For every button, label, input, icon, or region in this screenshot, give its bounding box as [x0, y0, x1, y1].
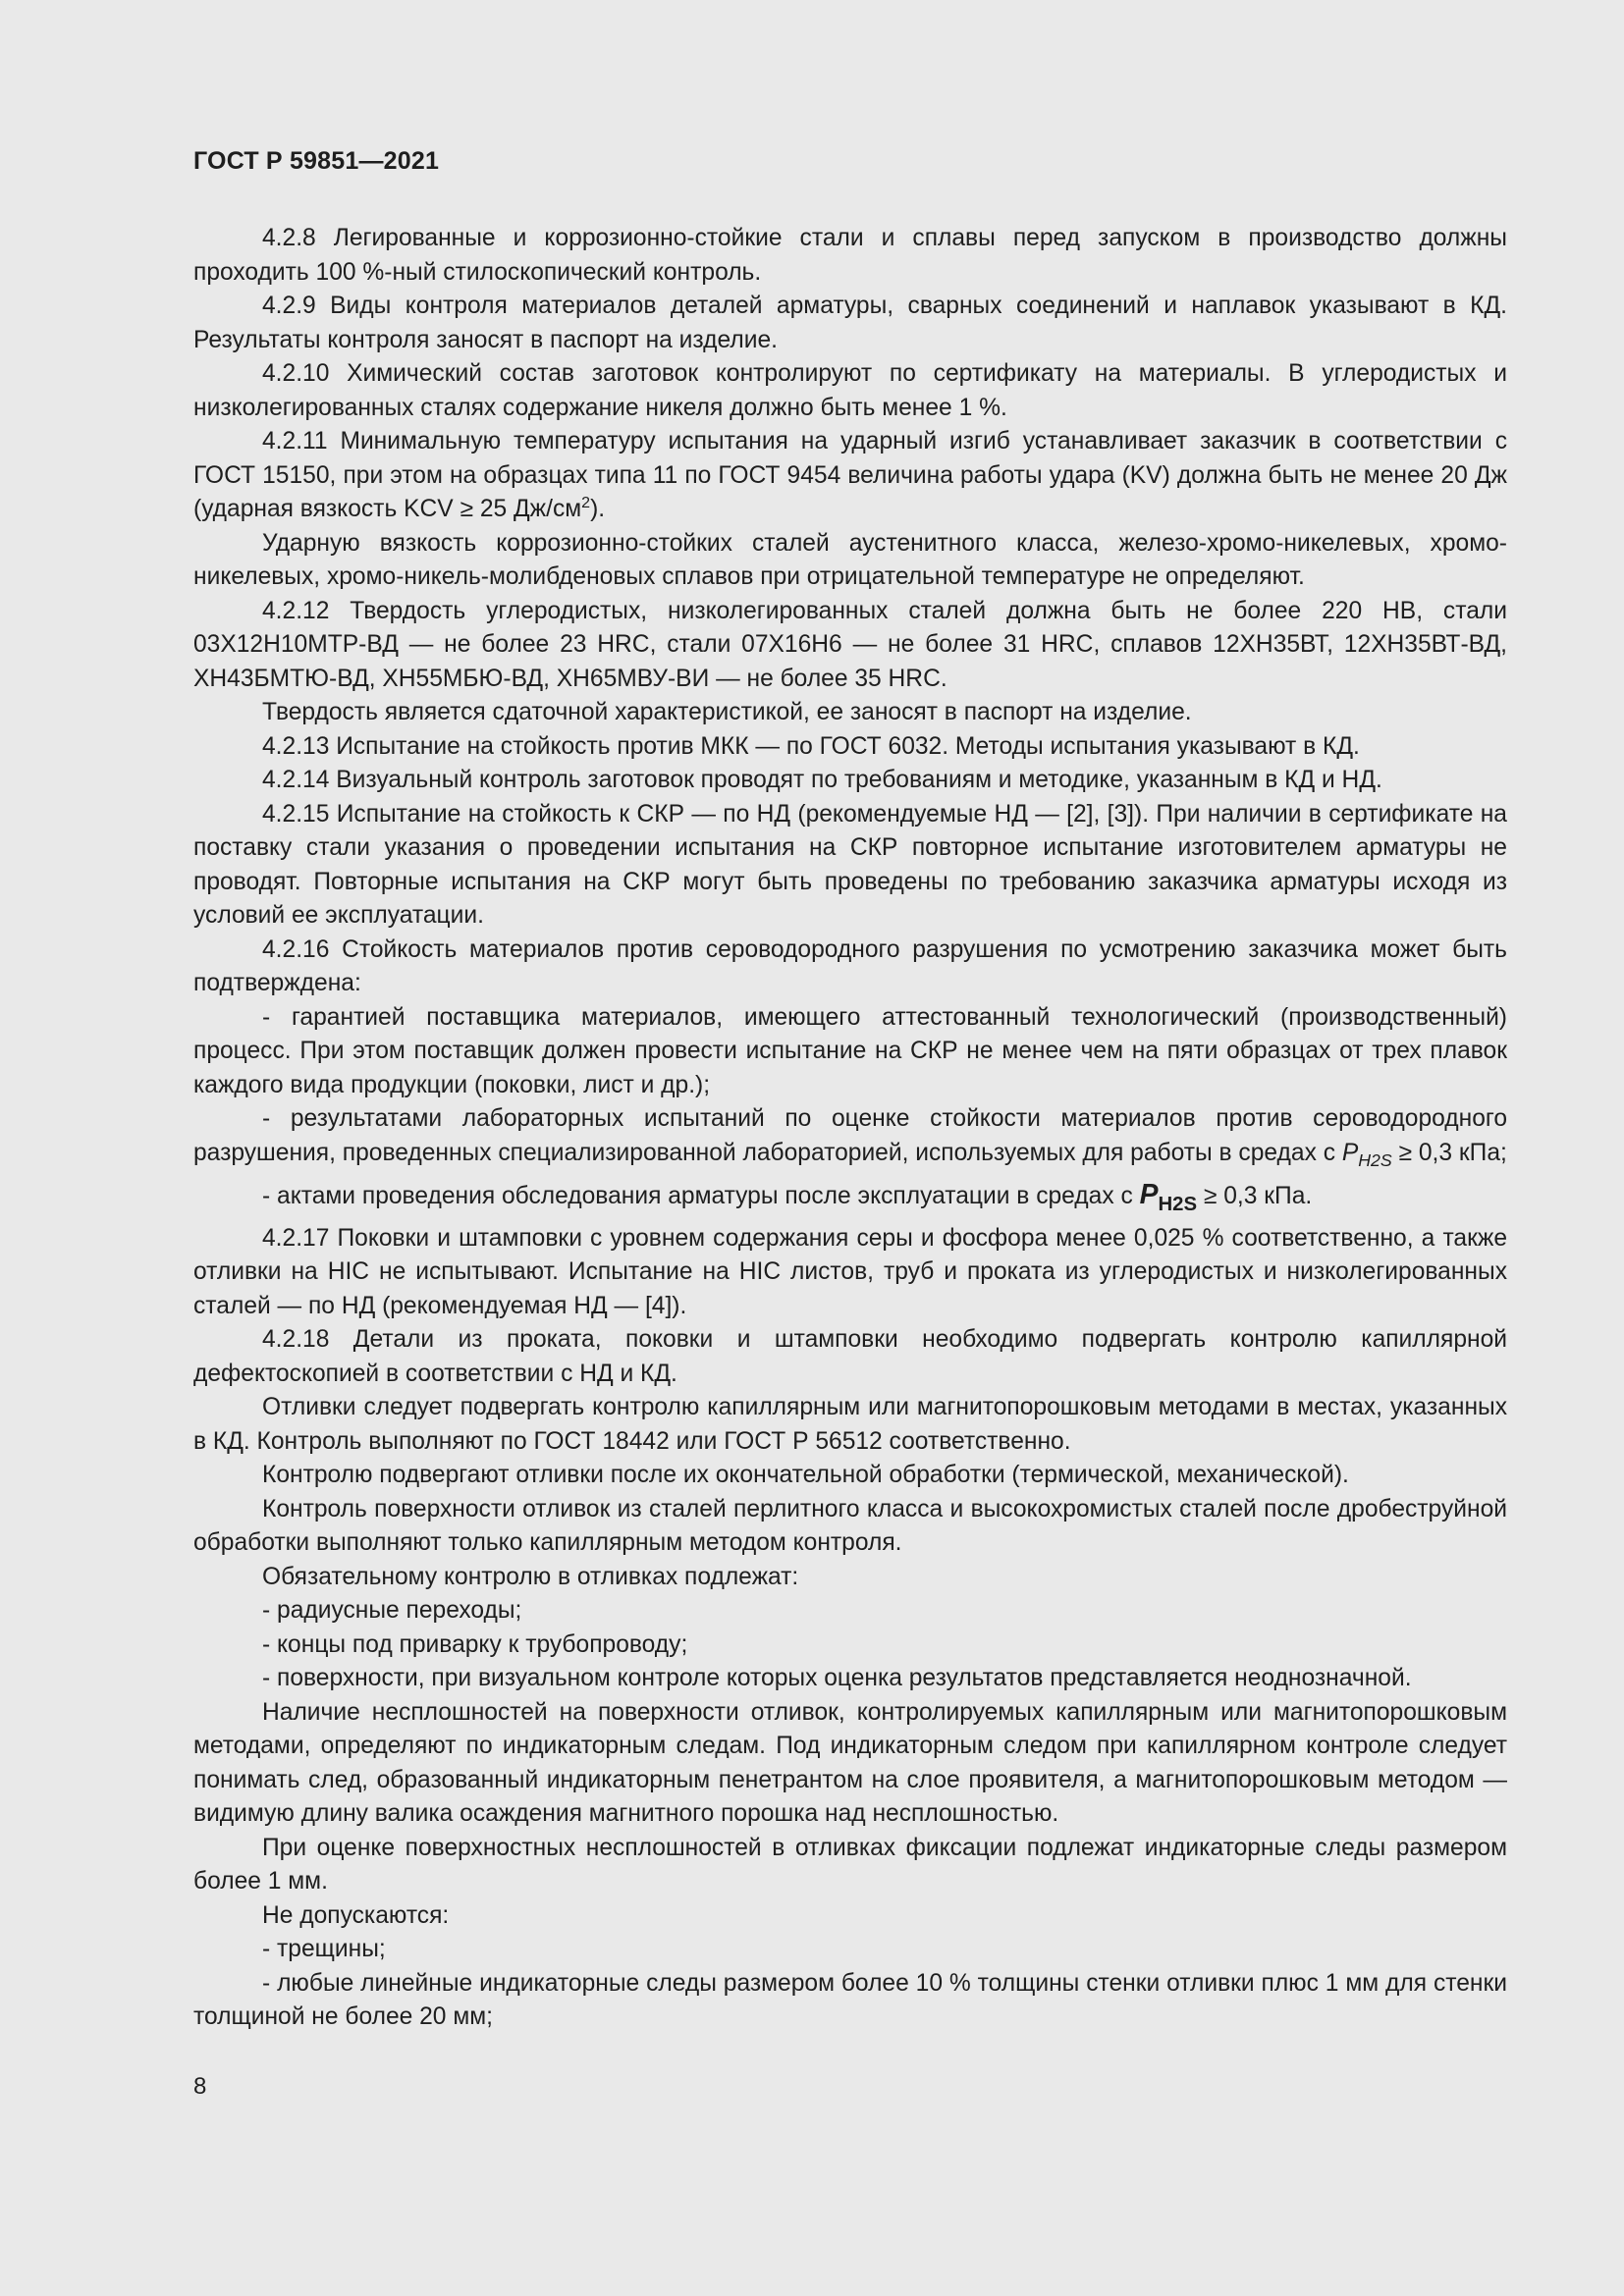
formula-h2s-subscript-bold: H2S — [1158, 1194, 1198, 1216]
paragraph-4-2-15: 4.2.15 Испытание на стойкость к СКР — по НД (рекомендуемые НД — [2], [3]). При наличии в сертификате на поставку стали указания о проведении испытания на СКР повторное испытание изготовителем арматуры не проводят. Повторные испытания на СКР могут быть проведены по требованию заказчика арматуры исходя из условий ее эксплуатации. — [193, 800, 1507, 929]
paragraph-4-2-8: 4.2.8 Легированные и коррозионно-стойкие стали и сплавы перед запуском в производство должны проходить 100 %-ный стилоскопический контроль. — [193, 225, 1507, 286]
formula-ph2s-bold — [1139, 1178, 1198, 1216]
paragraph-castings-after-processing: Контролю подвергают отливки после их окончательной обработки (термической, механической). — [262, 1462, 1349, 1489]
list-item-inspection-acts-end: ≥ 0,3 кПа. — [1203, 1183, 1313, 1210]
list-item-weld-ends: - концы под приварку к трубопроводу; — [262, 1630, 688, 1658]
paragraph-hardness: Твердость является сдаточной характеристикой, ее заносят в паспорт на изделие. — [262, 699, 1192, 725]
paragraph-4-2-18: 4.2.18 Детали из проката, поковки и штамповки необходимо подвергать контролю капиллярной дефектоскопией в соответствии с НД и КД. — [193, 1326, 1507, 1387]
paragraph-discontinuities: Наличие несплошностей на поверхности отливок, контролируемых капиллярным или магнитопорошковым методами, определяют по индикаторным следам. Под индикаторным следом при капиллярном контроле следует понимать след, образованный индикаторным пенетрантом на слое проявителя, а магнитопорошковым методом — видимую длину валика осаждения магнитного порошка над несплошностью. — [193, 1698, 1507, 1828]
list-item-supplier-guarantee: - гарантией поставщика материалов, имеющего аттестованный технологический (производственный) процесс. При этом поставщик должен провести испытание на СКР не менее чем на пяти образцах от трех плавок каждого вида продукции (поковки, лист и др.); — [193, 1003, 1507, 1098]
paragraph-4-2-10: 4.2.10 Химический состав заготовок контролируют по сертификату на материалы. В углеродистых и низколегированных сталях содержание никеля должно быть менее 1 %. — [193, 360, 1507, 421]
document-header: ГОСТ Р 59851—2021 — [193, 147, 440, 175]
paragraph-4-2-13: 4.2.13 Испытание на стойкость против МКК — по ГОСТ 6032. Методы испытания указывают в КД. — [262, 732, 1360, 760]
list-item-inspection-acts — [193, 1177, 1507, 1222]
list-item-ambiguous-surfaces: - поверхности, при визуальном контроле которых оценка результатов представляется неоднозначной. — [262, 1665, 1412, 1692]
page-number: 8 — [193, 2073, 207, 2100]
paragraph-4-2-16: 4.2.16 Стойкость материалов против сероводородного разрушения по усмотрению заказчика может быть подтверждена: — [193, 935, 1507, 996]
paragraph-4-2-11-end: ). — [590, 496, 606, 522]
list-item-cracks: - трещины; — [262, 1936, 386, 1963]
list-item-lab-tests-text: - результатами лабораторных испытаний по оценке стойкости материалов против сероводородного разрушения, проведенных специализированной лабораторией, используемых для работы в средах с — [193, 1105, 1507, 1166]
paragraph-not-allowed: Не допускаются: — [262, 1901, 450, 1929]
formula-h2s-subscript: H2S — [1358, 1149, 1392, 1170]
list-item-lab-tests — [193, 1102, 1507, 1177]
paragraph-surface-evaluation: При оценке поверхностных несплошностей в отливках фиксации подлежат индикаторные следы размером более 1 мм. — [193, 1834, 1507, 1896]
superscript-2: 2 — [581, 495, 591, 512]
document-body — [193, 222, 1507, 2035]
paragraph-4-2-9: 4.2.9 Виды контроля материалов деталей арматуры, сварных соединений и наплавок указывают в КД. Результаты контроля заносят в паспорт на изделие. — [193, 293, 1507, 353]
paragraph-castings-control: Отливки следует подвергать контролю капиллярным или магнитопорошковым методами в местах, указанных в КД. Контроль выполняют по ГОСТ 18442 или ГОСТ Р 56512 соответственно. — [193, 1394, 1507, 1455]
list-item-linear-indications: - любые линейные индикаторные следы размером более 10 % толщины стенки отливки плюс 1 мм для стенки толщиной не более 20 мм; — [193, 1969, 1507, 2031]
paragraph-mandatory-control: Обязательному контролю в отливках подлежат: — [262, 1563, 799, 1590]
list-item-radius-transitions: - радиусные переходы; — [262, 1597, 522, 1625]
paragraph-4-2-11 — [193, 425, 1507, 527]
formula-ph2s — [1341, 1139, 1392, 1170]
paragraph-4-2-11-text: 4.2.11 Минимальную температуру испытания на ударный изгиб устанавливает заказчик в соответствии с ГОСТ 15150, при этом на образцах типа 11 по ГОСТ 9454 величина работы удара (KV) должна быть не менее 20 Дж (ударная вязкость KCV ≥ 25 Дж/см — [193, 428, 1507, 522]
paragraph-4-2-17: 4.2.17 Поковки и штамповки с уровнем содержания серы и фосфора менее 0,025 % соответственно, а также отливки на HIC не испытывают. Испытание на HIC листов, труб и проката из углеродистых и низколегированных сталей — по НД (рекомендуемая НД — [4]). — [193, 1224, 1507, 1319]
paragraph-4-2-12: 4.2.12 Твердость углеродистых, низколегированных сталей должна быть не более 220 НВ, стали 03Х12Н10МТР-ВД — не более 23 HRC, стали 07Х16Н6 — не более 31 HRC, сплавов 12ХН35ВТ, 12ХН35ВТ-ВД, ХН43БМТЮ-ВД, ХН55МБЮ-ВД, ХН65МВУ-ВИ — не более 35 HRC. — [193, 597, 1507, 692]
formula-p: P — [1341, 1139, 1359, 1166]
list-item-inspection-acts-text: - актами проведения обследования арматуры после эксплуатации в средах с — [262, 1183, 1140, 1210]
list-item-lab-tests-end: ≥ 0,3 кПа; — [1398, 1139, 1507, 1166]
paragraph-surface-control: Контроль поверхности отливок из сталей перлитного класса и высокохромистых сталей после дробеструйной обработки выполняют только капиллярным методом контроля. — [193, 1495, 1507, 1557]
paragraph-impact-austenitic: Ударную вязкость коррозионно-стойких сталей аустенитного класса, железо-хромо-никелевых, хромо-никелевых, хромо-никель-молибденовых сплавов при отрицательной температуре не определяют. — [193, 529, 1507, 590]
formula-p-bold: P — [1139, 1178, 1159, 1210]
paragraph-4-2-14: 4.2.14 Визуальный контроль заготовок проводят по требованиям и методике, указанным в КД и НД. — [262, 767, 1382, 793]
